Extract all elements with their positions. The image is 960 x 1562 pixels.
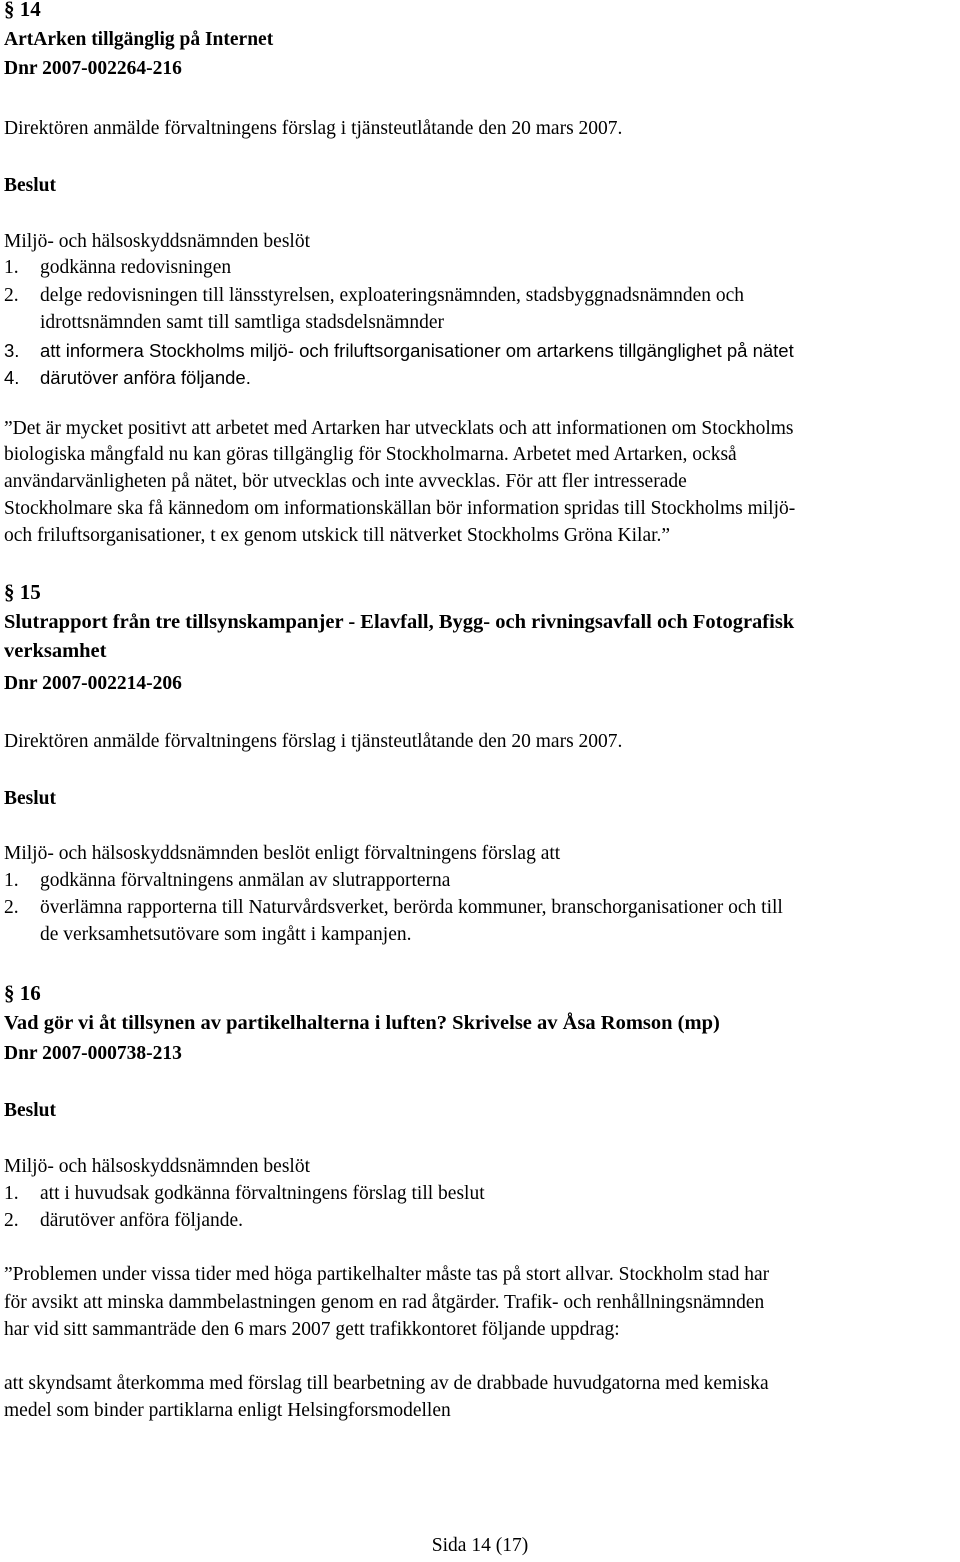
dnr: Dnr 2007-000738-213 [4, 1043, 182, 1064]
list-text: de verksamhetsutövare som ingått i kampanjen. [40, 924, 412, 945]
section-title: Slutrapport från tre tillsynskampanjer - Elavfall, Bygg- och rivningsavfall och Fotografisk [4, 611, 795, 633]
announcement: Direktören anmälde förvaltningens förslag i tjänsteutlåtande den 20 mars 2007. [4, 731, 623, 752]
list-number: 1. [4, 1183, 19, 1204]
decision-intro: Miljö- och hälsoskyddsnämnden beslöt [4, 231, 311, 252]
quote-line: har vid sitt sammanträde den 6 mars 2007 gett trafikkontoret följande uppdrag: [4, 1319, 620, 1340]
list-text: överlämna rapporterna till Naturvårdsverket, berörda kommuner, branschorganisationer och till [40, 897, 783, 918]
announcement: Direktören anmälde förvaltningens förslag i tjänsteutlåtande den 20 mars 2007. [4, 118, 623, 139]
quote-line: och friluftsorganisationer, t ex genom utskick till nätverket Stockholms Gröna Kilar.” [4, 525, 671, 546]
section-title: Vad gör vi åt tillsynen av partikelhalterna i luften? Skrivelse av Åsa Romson (mp) [4, 1012, 720, 1034]
quote-line: ”Det är mycket positivt att arbetet med Artarken har utvecklats och att informationen om Stockholms [4, 418, 794, 439]
list-number: 1. [4, 257, 19, 278]
beslut-heading: Beslut [4, 1100, 57, 1121]
beslut-heading: Beslut [4, 788, 57, 809]
section-title: ArtArken tillgänglig på Internet [4, 29, 274, 50]
section-number: § 16 [4, 981, 41, 1005]
quote-line: ”Problemen under vissa tider med höga partikelhalter måste tas på stort allvar. Stockholm stad har [4, 1264, 770, 1285]
list-text: därutöver anföra följande. [40, 1210, 244, 1231]
list-number: 2. [4, 1210, 19, 1231]
list-number: 2. [4, 285, 19, 306]
page-footer: Sida 14 (17) [431, 1535, 529, 1556]
beslut-heading: Beslut [4, 175, 57, 196]
list-text: delge redovisningen till länsstyrelsen, exploateringsnämnden, stadsbyggnadsnämnden och [40, 285, 745, 306]
list-text: att informera Stockholms miljö- och friluftsorganisationer om artarkens tillgänglighet på nätet [40, 340, 794, 361]
dnr: Dnr 2007-002264-216 [4, 58, 182, 79]
section-title: verksamhet [4, 640, 107, 662]
list-text: godkänna redovisningen [40, 257, 232, 278]
list-number: 3. [4, 340, 20, 361]
att-line: medel som binder partiklarna enligt Helsingforsmodellen [4, 1400, 451, 1421]
list-number: 4. [4, 367, 20, 388]
quote-line: Stockholmare ska få kännedom om informationskällan bör information spridas till Stockholms miljö- [4, 498, 796, 519]
decision-intro: Miljö- och hälsoskyddsnämnden beslöt [4, 1156, 311, 1177]
quote-line: för avsikt att minska dammbelastningen genom en rad åtgärder. Trafik- och renhållningsnämnden [4, 1292, 765, 1313]
list-text: därutöver anföra följande. [40, 367, 251, 388]
quote-line: biologiska mångfald nu kan göras tillgänglig för Stockholmarna. Arbetet med Artarken, också [4, 444, 737, 465]
list-number: 1. [4, 870, 19, 891]
att-line: att skyndsamt återkomma med förslag till bearbetning av de drabbade huvudgatorna med kemiska [4, 1373, 769, 1394]
list-text: att i huvudsak godkänna förvaltningens förslag till beslut [40, 1183, 485, 1204]
list-text: godkänna förvaltningens anmälan av slutrapporterna [40, 870, 451, 891]
list-text: idrottsnämnden samt till samtliga stadsdelsnämnder [40, 312, 445, 333]
section-number: § 14 [4, 0, 41, 21]
quote-line: användarvänligheten på nätet, bör utvecklas och inte avvecklas. För att fler intresserade [4, 471, 687, 492]
decision-intro: Miljö- och hälsoskyddsnämnden beslöt enligt förvaltningens förslag att [4, 843, 561, 864]
dnr: Dnr 2007-002214-206 [4, 673, 182, 694]
list-number: 2. [4, 897, 19, 918]
section-number: § 15 [4, 580, 41, 604]
